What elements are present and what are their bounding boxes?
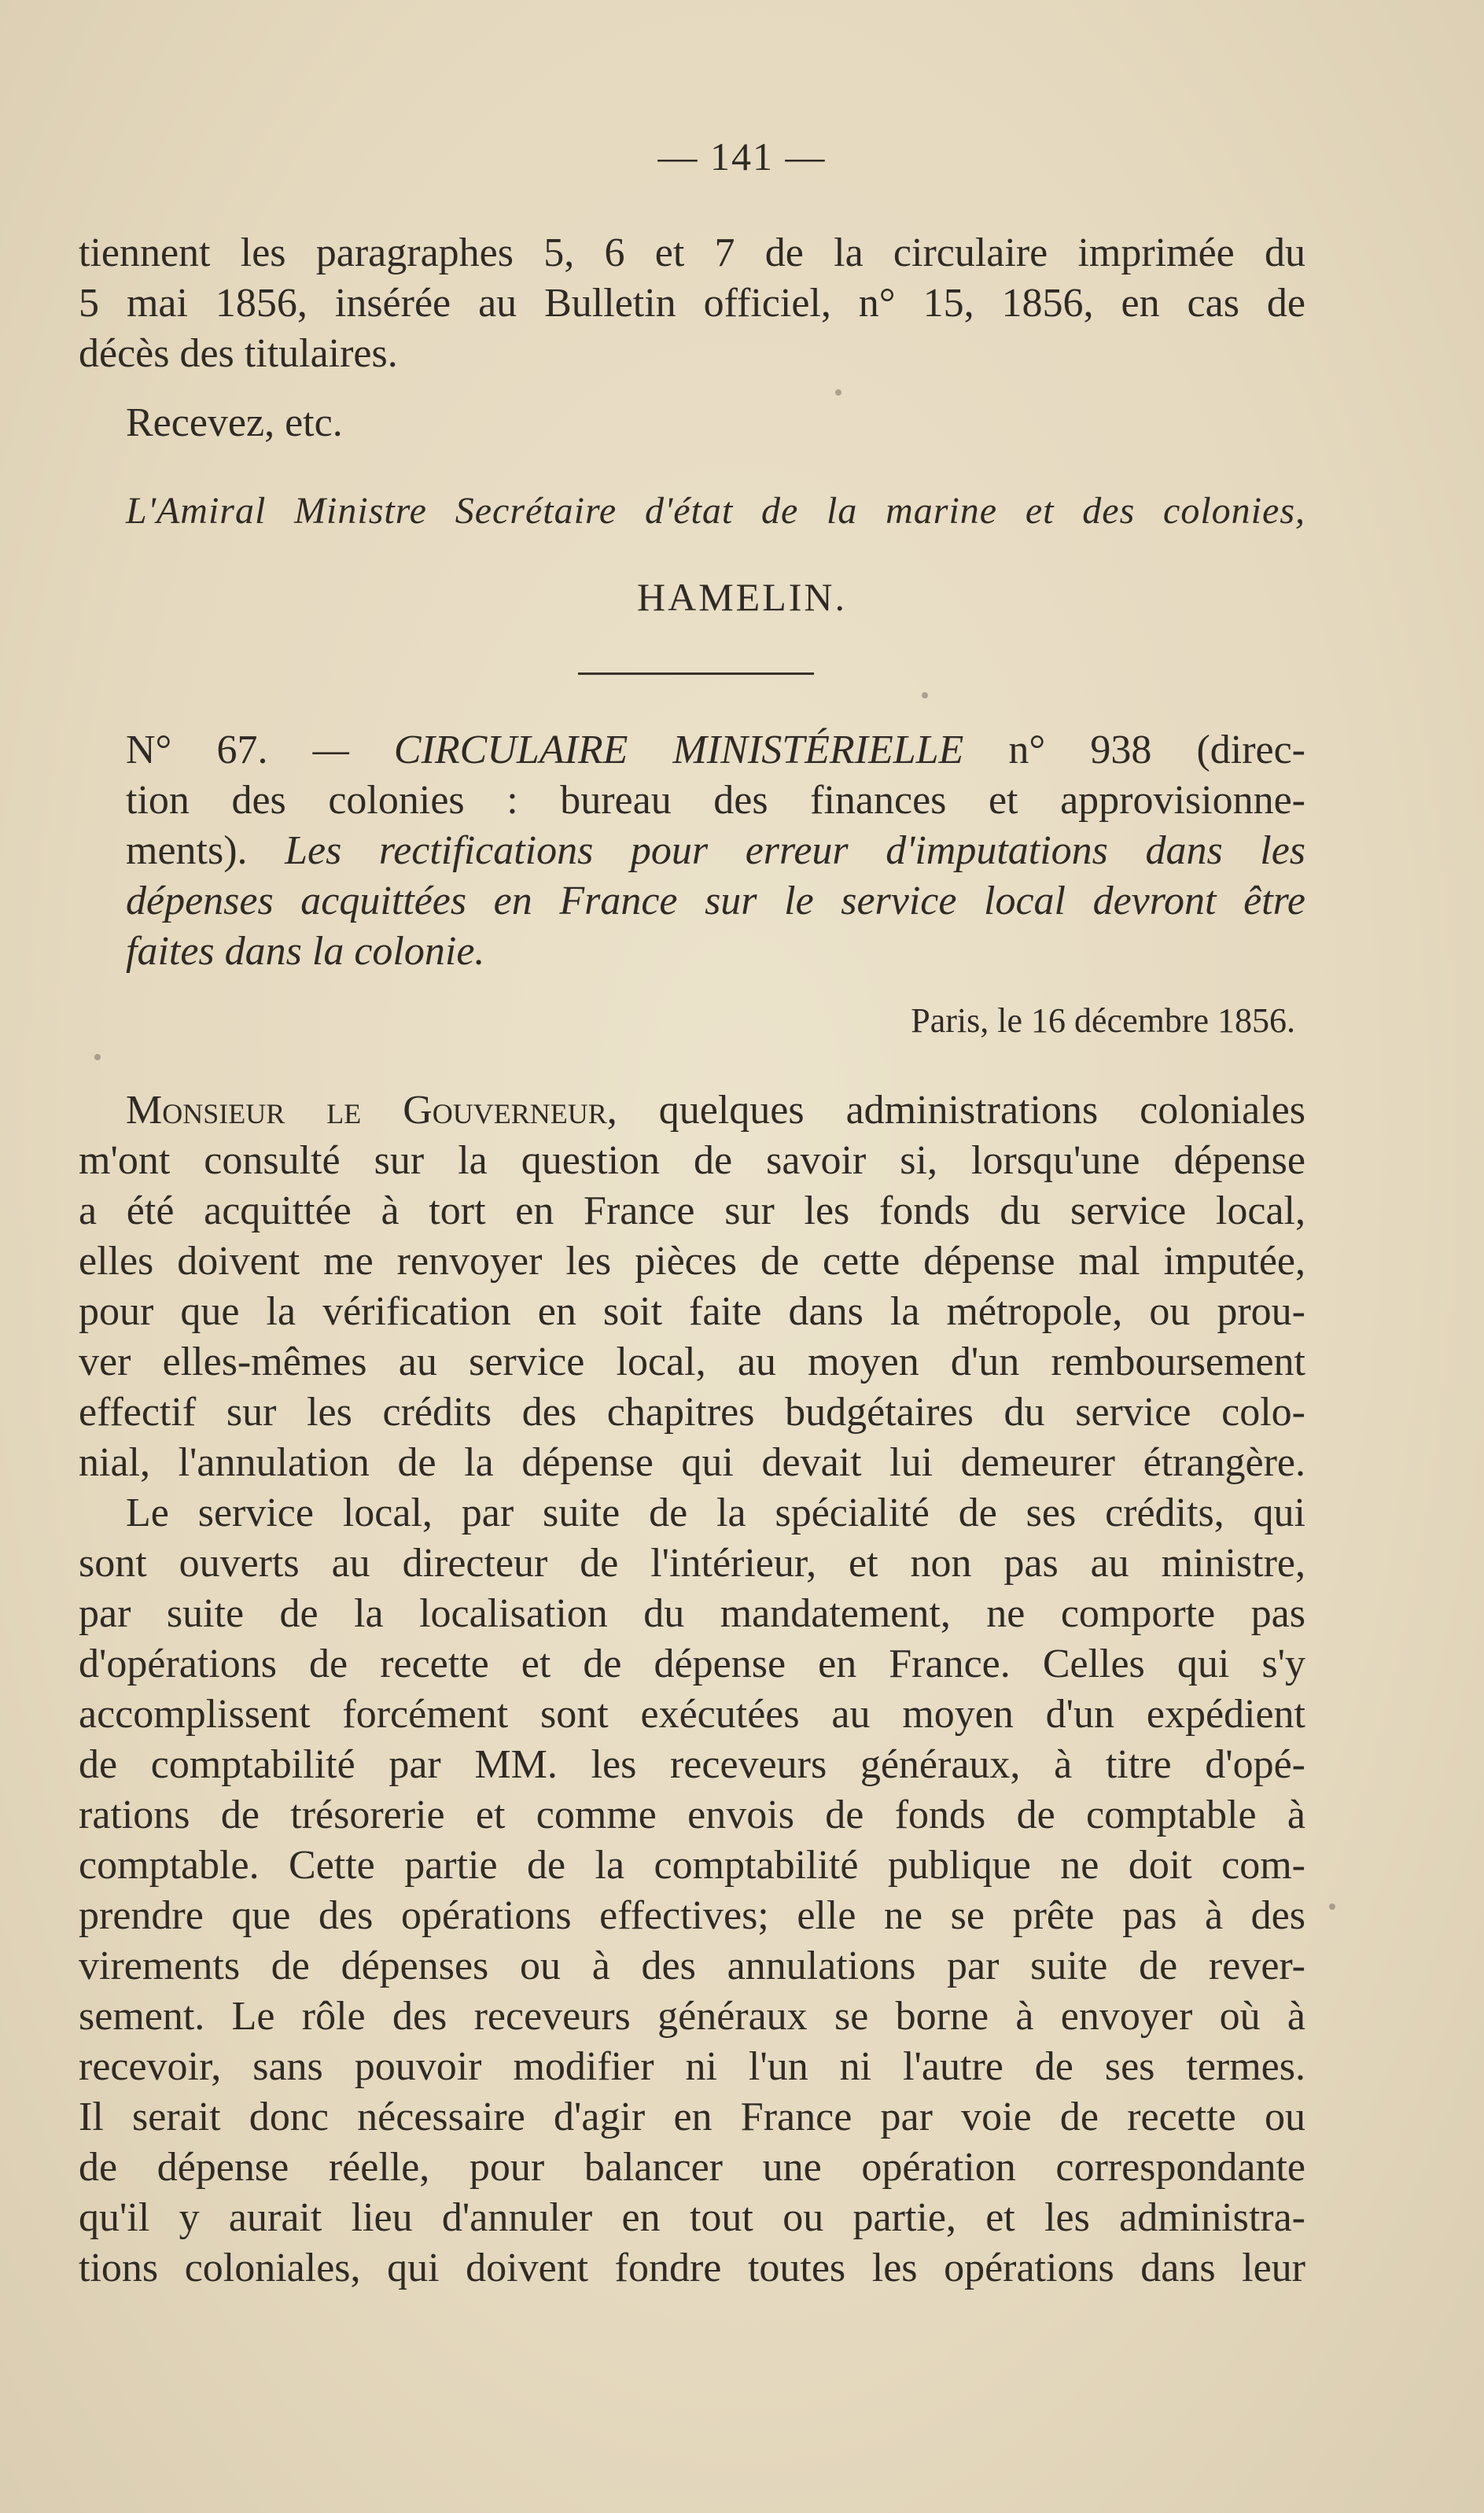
- circular-heading-line: faites dans la colonie.: [126, 929, 485, 974]
- print-speck: [94, 1054, 101, 1060]
- circular-heading-line: [126, 826, 1305, 876]
- circular-heading-line: tion des colonies : bureau des finances et approvisionne-: [126, 778, 1305, 823]
- text-line: Il serait donc nécessaire d'agir en France par voie de recette ou: [79, 2095, 1305, 2139]
- circular-number: N° 67.: [126, 728, 268, 772]
- text-line: qu'il y aurait lieu d'annuler en tout ou partie, et les administra-: [79, 2195, 1305, 2240]
- text-line: tiennent les paragraphes 5, 6 et 7 de la circulaire imprimée du: [79, 230, 1305, 275]
- text-line: de dépense réelle, pour balancer une opération correspondante: [79, 2145, 1305, 2190]
- heading-summary: Les rectifications pour erreur d'imputations dans les: [285, 828, 1306, 873]
- text-line: 5 mai 1856, insérée au Bulletin officiel, n° 15, 1856, en cas de: [79, 281, 1305, 326]
- print-speck: [835, 389, 841, 396]
- paragraph-start: quelques administrations coloniales: [617, 1088, 1305, 1133]
- text-line: de comptabilité par MM. les receveurs généraux, à titre d'opé-: [79, 1742, 1305, 1787]
- text-line: décès des titulaires.: [79, 331, 398, 376]
- text-line: [126, 1085, 1305, 1136]
- circular-heading-line: dépenses acquittées en France sur le service local devront être: [126, 879, 1305, 923]
- circular-heading-line: [126, 725, 1305, 776]
- text-line: d'opérations de recette et de dépense en France. Celles qui s'y: [79, 1642, 1305, 1686]
- closing-formula: Recevez, etc.: [126, 400, 343, 445]
- page-number: — 141 —: [657, 134, 827, 179]
- print-speck: [922, 692, 928, 698]
- circular-ref: n° 938 (direc-: [963, 728, 1306, 772]
- dateline: Paris, le 16 décembre 1856.: [911, 1001, 1295, 1040]
- text-line: Le service local, par suite de la spécialité de ses crédits, qui: [126, 1490, 1305, 1535]
- text-line: par suite de la localisation du mandatement, ne comporte pas: [79, 1591, 1305, 1636]
- text-line: elles doivent me renvoyer les pièces de cette dépense mal imputée,: [79, 1239, 1305, 1284]
- text-line: recevoir, sans pouvoir modifier ni l'un ni l'autre de ses termes.: [79, 2044, 1305, 2089]
- text-line: pour que la vérification en soit faite dans la métropole, ou prou-: [79, 1289, 1305, 1334]
- text-line: nial, l'annulation de la dépense qui devait lui demeurer étrangère.: [79, 1440, 1305, 1485]
- text-line: virements de dépenses ou à des annulations par suite de rever-: [79, 1944, 1305, 1988]
- separator-rule: [578, 672, 814, 675]
- text-line: a été acquittée à tort en France sur les fonds du service local,: [79, 1188, 1305, 1233]
- text-line: rations de trésorerie et comme envois de fonds de comptable à: [79, 1793, 1305, 1837]
- signature-title: L'Amiral Ministre Secrétaire d'état de la marine et des colonies,: [126, 490, 1305, 532]
- text-line: m'ont consulté sur la question de savoir si, lorsqu'une dépense: [79, 1138, 1305, 1183]
- salutation: Monsieur le Gouverneur,: [126, 1088, 617, 1133]
- text-line: comptable. Cette partie de la comptabilité publique ne doit com-: [79, 1843, 1305, 1888]
- text-line: tions coloniales, qui doivent fondre toutes les opérations dans leur: [79, 2246, 1305, 2290]
- circular-label: — CIRCULAIRE MINISTÉRIELLE: [312, 728, 964, 772]
- text-line: sont ouverts au directeur de l'intérieur, et non pas au ministre,: [79, 1541, 1305, 1586]
- text-line: ver elles-mêmes au service local, au moyen d'un remboursement: [79, 1339, 1305, 1384]
- text-line: accomplissent forcément sont exécutées au moyen d'un expédient: [79, 1692, 1305, 1737]
- signature-name: HAMELIN.: [636, 575, 848, 619]
- text-line: prendre que des opérations effectives; elle ne se prête pas à des: [79, 1893, 1305, 1938]
- print-speck: [1329, 1903, 1335, 1910]
- heading-text: ments).: [126, 828, 285, 873]
- text-line: effectif sur les crédits des chapitres budgétaires du service colo-: [79, 1390, 1305, 1435]
- text-line: sement. Le rôle des receveurs généraux se borne à envoyer où à: [79, 1994, 1305, 2039]
